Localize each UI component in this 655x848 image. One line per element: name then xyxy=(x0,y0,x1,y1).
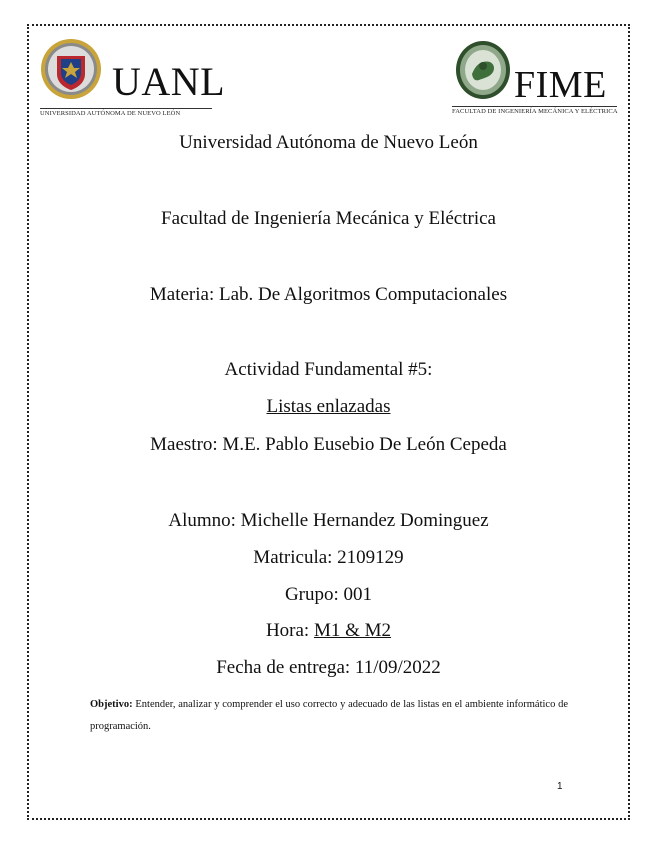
fime-seal-icon xyxy=(454,40,512,100)
subject-line: Materia: Lab. De Algoritmos Computacionales xyxy=(149,284,508,305)
objective-paragraph xyxy=(90,694,568,738)
fime-logo-caption: FACULTAD DE INGENIERÍA MECÁNICA Y ELÉCTRICA xyxy=(452,108,618,115)
group-line: Grupo: 001 xyxy=(284,584,373,605)
topic-text: Listas enlazadas xyxy=(266,396,391,417)
page-number: 1 xyxy=(557,781,563,792)
uanl-logo xyxy=(40,38,226,120)
fime-logo-text: FIME xyxy=(514,64,607,106)
schedule-line xyxy=(27,620,630,642)
schedule-label: Hora: xyxy=(265,620,314,641)
teacher-line: Maestro: M.E. Pablo Eusebio De León Cepeda xyxy=(150,434,507,455)
uanl-logo-caption: UNIVERSIDAD AUTÓNOMA DE NUEVO LEÓN xyxy=(40,110,181,117)
objective-label: Objetivo: xyxy=(90,699,133,710)
id-number-line: Matricula: 2109129 xyxy=(253,547,404,568)
uanl-logo-text: UANL xyxy=(112,59,226,104)
due-date-line: Fecha de entrega: 11/09/2022 xyxy=(216,657,441,678)
activity-line: Actividad Fundamental #5: xyxy=(224,359,433,380)
fime-logo-rule xyxy=(452,106,617,107)
faculty-name: Facultad de Ingeniería Mecánica y Eléctrica xyxy=(161,208,496,229)
schedule-value: M1 & M2 xyxy=(313,620,392,641)
uanl-logo-rule xyxy=(40,108,212,109)
uanl-seal-icon xyxy=(40,38,102,100)
topic-line xyxy=(27,396,630,418)
university-name: Universidad Autónoma de Nuevo León xyxy=(179,132,478,153)
student-line: Alumno: Michelle Hernandez Dominguez xyxy=(168,510,489,531)
fime-logo xyxy=(452,40,622,120)
objective-text: Entender, analizar y comprender el uso correcto y adecuado de las listas en el ambiente informático de programación. xyxy=(90,699,569,732)
